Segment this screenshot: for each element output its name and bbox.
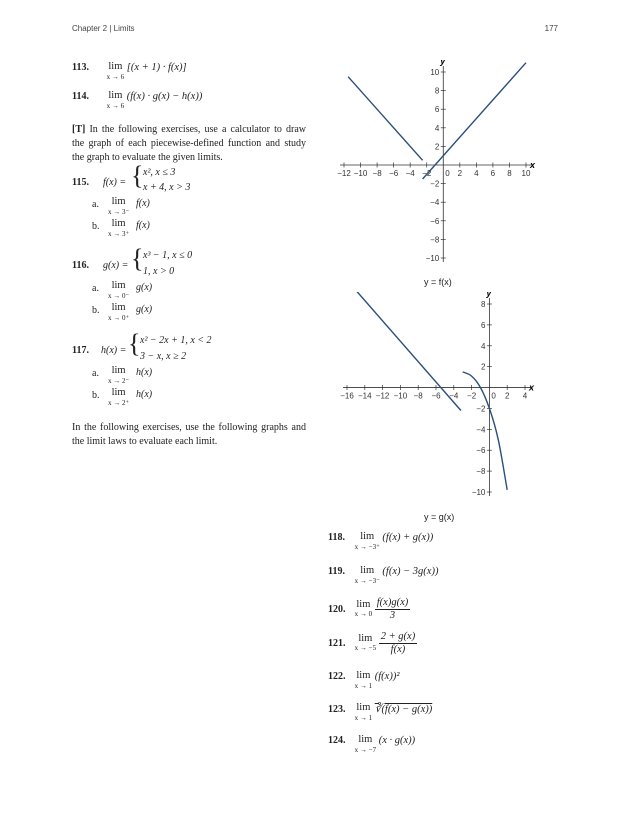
x-tick-label: −8 bbox=[413, 391, 423, 401]
x-tick-label: −2 bbox=[422, 169, 432, 178]
y-tick-label: 8 bbox=[434, 86, 440, 96]
x-tick-label: −2 bbox=[467, 391, 477, 401]
caption-f: y = f(x) bbox=[424, 277, 452, 287]
y-tick-label: 6 bbox=[434, 105, 440, 115]
series-line-2 bbox=[423, 63, 526, 179]
exercise-124: 124. lim x → −7 (x · g(x)) bbox=[328, 734, 416, 754]
exercise-114: 114. lim x → 6 (f(x) · g(x) − h(x)) bbox=[72, 90, 203, 110]
x-tick-label: −4 bbox=[449, 391, 459, 401]
graph-f bbox=[328, 60, 543, 275]
instructions-paragraph: [T] In the following exercises, use a calculator to draw the graph of each piecewise-defined function and study the graph to evaluate the given limits. bbox=[72, 124, 306, 163]
origin-label: 0 bbox=[491, 391, 496, 401]
exercise-120: 120. lim x → 0 $\frac{f(x)g(x)}{3}$ bbox=[328, 597, 409, 621]
y-tick-label: 4 bbox=[480, 341, 486, 351]
x-tick-label: −14 bbox=[358, 391, 372, 401]
y-tick-label: −10 bbox=[471, 488, 486, 497]
x-tick-label: −10 bbox=[353, 169, 368, 178]
y-tick-label: −6 bbox=[430, 216, 440, 226]
instructions-paragraph-2: In the following exercises, use the following graphs and the limit laws to evaluate each limit. bbox=[72, 422, 306, 447]
y-tick-label: −8 bbox=[430, 235, 440, 245]
y-tick-label: −4 bbox=[430, 198, 440, 208]
x-axis-label: x bbox=[530, 160, 536, 170]
exercise-119: 119. lim x → −3⁻ (f(x) − 3g(x)) bbox=[328, 565, 439, 585]
y-tick-label: −10 bbox=[425, 254, 440, 263]
x-tick-label: 4 bbox=[474, 169, 479, 178]
x-axis-label: x bbox=[529, 382, 535, 393]
x-tick-label: 10 bbox=[521, 169, 531, 178]
y-tick-label: −2 bbox=[430, 179, 440, 189]
y-axis-label: y bbox=[440, 60, 446, 66]
x-tick-label: 6 bbox=[490, 169, 496, 178]
y-tick-label: −2 bbox=[476, 404, 486, 414]
x-tick-label: −6 bbox=[431, 391, 441, 401]
x-tick-label: −12 bbox=[337, 169, 351, 178]
exercise-122: 122. lim x → 1 (f(x))² bbox=[328, 670, 400, 690]
y-tick-label: −6 bbox=[476, 446, 486, 456]
y-tick-label: −4 bbox=[476, 425, 486, 435]
x-tick-label: −6 bbox=[389, 169, 399, 178]
y-tick-label: 4 bbox=[434, 123, 440, 133]
x-tick-label: −10 bbox=[393, 391, 408, 401]
x-tick-label: 2 bbox=[457, 169, 463, 178]
x-tick-label: −12 bbox=[375, 391, 390, 401]
exercise-113: 113. lim x → 6 [(x + 1) · f(x)] bbox=[72, 61, 187, 81]
caption-g: y = g(x) bbox=[424, 512, 455, 522]
x-tick-label: 2 bbox=[504, 391, 510, 401]
running-header: Chapter 2 | Limits bbox=[72, 24, 135, 33]
x-tick-label: 4 bbox=[522, 391, 528, 401]
x-tick-label: 8 bbox=[507, 169, 512, 178]
series-line-1 bbox=[348, 77, 423, 161]
page-number: 177 bbox=[544, 24, 558, 33]
y-tick-label: 10 bbox=[430, 68, 440, 77]
y-tick-label: 2 bbox=[434, 142, 440, 152]
origin-label: 0 bbox=[445, 169, 450, 178]
y-tick-label: −8 bbox=[476, 467, 486, 477]
y-tick-label: 6 bbox=[480, 320, 486, 330]
exercise-123: 123. lim x → 1 ∛(f(x) − g(x)) bbox=[328, 702, 433, 722]
x-tick-label: −16 bbox=[340, 391, 354, 401]
graph-g bbox=[335, 292, 550, 502]
y-tick-label: 8 bbox=[480, 300, 486, 309]
exercise-118: 118. lim x → −3⁺ (f(x) + g(x)) bbox=[328, 531, 434, 551]
y-axis-label: y bbox=[486, 292, 492, 298]
x-tick-label: −8 bbox=[372, 169, 382, 178]
y-tick-label: 2 bbox=[480, 362, 486, 372]
x-tick-label: −4 bbox=[405, 169, 415, 178]
exercise-121: 121. lim x → −5 $\frac{2 + g(x)}{f(x)}$ bbox=[328, 631, 416, 655]
